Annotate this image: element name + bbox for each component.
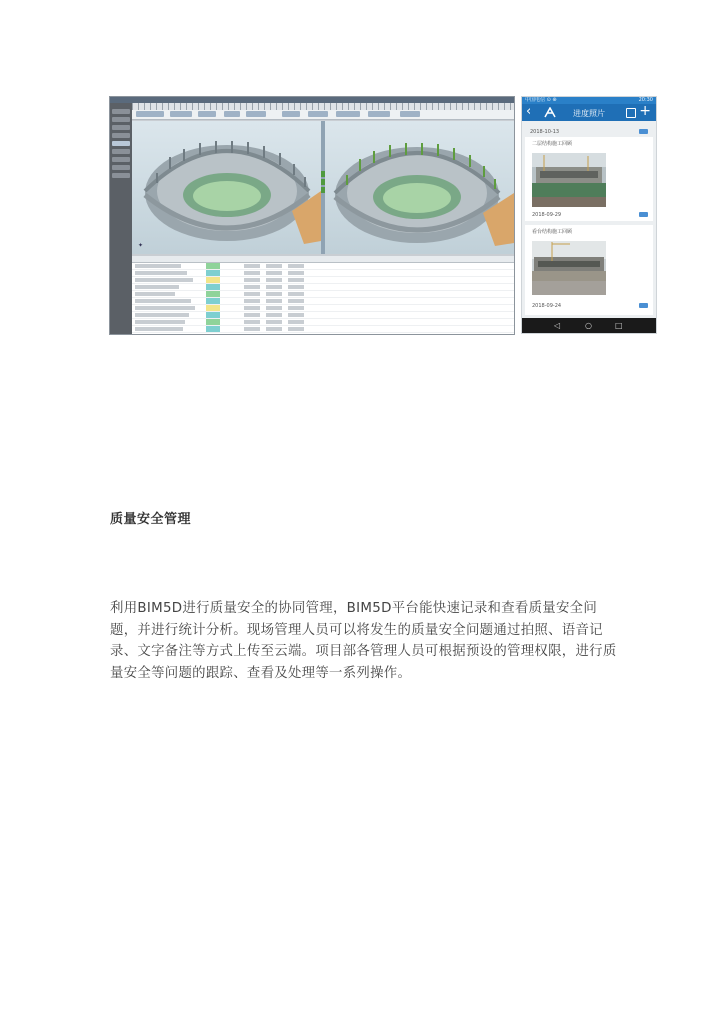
sidebar-item-active [112,141,130,146]
stadium-model-image [132,121,321,254]
bim5d-software-screenshot [109,96,515,335]
construction-photo [532,241,606,295]
toolbar-item [224,111,240,117]
table-row [132,284,514,291]
entry-date: 2018-10-13 [530,129,560,135]
sidebar-item [112,117,130,122]
body-paragraph: 利用BIM5D进行质量安全的协同管理，BIM5D平台能快速记录和查看质量安全问题，并进行统计分析。现场管理人员可以将发生的质量安全问题通过拍照、语音记录、文字备注等方式上传至云端。项目部各管理人员可根据预设的管理权限，进行质量安全等问题的跟踪、查看及处理等一系列操作。 [110,601,617,681]
tag-icon [639,303,648,308]
recent-nav-icon: □ [615,321,623,330]
tag-icon [639,212,648,217]
table-row [132,305,514,312]
card-title: 看台结构施工回顾 [532,229,573,235]
toolbar-item [336,111,360,117]
table-row [132,263,514,270]
svg-text:✦: ✦ [138,242,144,249]
phone-nav-bar [522,318,656,333]
toolbar-item [246,111,266,117]
sidebar-item [112,125,130,130]
toolbar-item [136,111,164,117]
carrier-text: 中国电信 ⊙ ⊕ [525,97,557,103]
stadium-model-viewport-right [325,121,514,254]
toolbar-item [308,111,328,117]
note-icon [626,108,636,118]
app-sidebar [110,103,132,334]
table-header [132,256,514,263]
photo-card [525,225,653,315]
sidebar-item [112,173,130,178]
home-nav-icon: ○ [585,321,592,330]
toolbar-item [368,111,390,117]
table-row [132,312,514,319]
toolbar [132,110,514,120]
sidebar-item [112,109,130,114]
sidebar-item [112,165,130,170]
back-nav-icon: ◁ [554,321,561,330]
construction-photo-image [532,241,606,295]
plus-icon: + [639,103,651,119]
issue-table [132,256,514,334]
back-arrow-icon: ‹ [526,104,532,119]
toolbar-item [170,111,192,117]
tag-icon [639,129,648,134]
stadium-model-viewport-left [132,121,321,254]
clock-text: 20:30 [638,97,653,103]
entry-date: 2018-09-24 [532,303,562,309]
phone-status-bar [522,97,656,104]
toolbar-item [400,111,420,117]
sidebar-item [112,149,130,154]
toolbar-item [198,111,216,117]
table-row [132,326,514,333]
timeline-ruler [132,103,514,110]
card-title: 二层结构施工回顾 [532,141,573,147]
mobile-app-screenshot [521,96,657,334]
table-row [132,277,514,284]
table-row [132,298,514,305]
table-row [132,291,514,298]
entry-date: 2018-09-29 [532,212,562,218]
section-heading: 质量安全管理 [110,512,192,527]
stadium-model-image [325,121,514,254]
sidebar-item [112,133,130,138]
toolbar-item [282,111,300,117]
photo-card [525,137,653,221]
table-row [132,319,514,326]
sidebar-item [112,157,130,162]
construction-photo [532,153,606,207]
phone-app-header [522,104,656,121]
phone-page-title: 进度照片 [573,109,605,118]
construction-photo-image [532,153,606,207]
table-row [132,270,514,277]
